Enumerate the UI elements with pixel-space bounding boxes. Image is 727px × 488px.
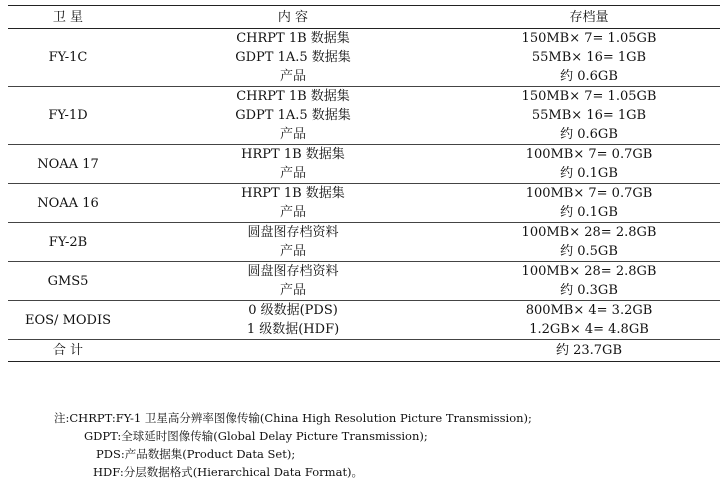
content-line: CHRPT 1B 数据集: [236, 31, 350, 46]
storage-line: 150MB× 7= 1.05GB: [521, 89, 657, 104]
storage-line: 约 0.1GB: [560, 166, 618, 181]
content-cell: [128, 29, 458, 87]
storage-line: 约 0.6GB: [560, 127, 618, 142]
note-chrpt: 注:CHRPT:FY-1 卫星高分辨率图像传输(China High Resolution Picture Transmission);: [54, 411, 532, 425]
content-cell: [128, 87, 458, 145]
storage-line: 55MB× 16= 1GB: [531, 50, 647, 65]
storage-line: 100MB× 7= 0.7GB: [525, 186, 653, 201]
satellite-cell: NOAA 17: [8, 145, 128, 184]
header-satellite: 卫 星: [8, 6, 128, 29]
storage-line: 约 0.5GB: [560, 244, 618, 259]
storage-line: 约 0.1GB: [560, 205, 618, 220]
storage-cell: [458, 29, 720, 87]
note-gdpt: GDPT:全球延时图像传输(Global Delay Picture Transmission);: [84, 429, 428, 443]
storage-cell: [458, 87, 720, 145]
total-value: 约 23.7GB: [458, 340, 720, 362]
content-line: 产品: [279, 244, 306, 259]
total-row: [8, 340, 720, 362]
satellite-cell: FY-1D: [8, 87, 128, 145]
storage-line: 800MB× 4= 3.2GB: [525, 303, 653, 318]
content-line: 圆盘图存档资料: [247, 264, 339, 279]
content-line: 产品: [279, 69, 306, 84]
table-notes: [54, 409, 719, 481]
satellite-cell: NOAA 16: [8, 184, 128, 223]
note-hdf: HDF:分层数据格式(Hierarchical Data Format)。: [93, 465, 364, 479]
storage-cell: [458, 223, 720, 262]
table-row: [8, 145, 720, 184]
content-cell: [128, 184, 458, 223]
table-body: [8, 29, 720, 340]
content-line: CHRPT 1B 数据集: [236, 89, 350, 104]
table-row: [8, 262, 720, 301]
content-line: 产品: [279, 283, 306, 298]
table-row: [8, 184, 720, 223]
content-cell: [128, 301, 458, 340]
header-content: 内 容: [128, 6, 458, 29]
storage-line: 约 0.6GB: [560, 69, 618, 84]
satellite-cell: EOS/ MODIS: [8, 301, 128, 340]
table-row: [8, 87, 720, 145]
table-row: [8, 301, 720, 340]
content-line: HRPT 1B 数据集: [241, 186, 345, 201]
storage-line: 150MB× 7= 1.05GB: [521, 31, 657, 46]
header-storage: 存档量: [458, 6, 720, 29]
content-line: GDPT 1A.5 数据集: [235, 108, 351, 123]
satellite-cell: GMS5: [8, 262, 128, 301]
total-label: 合 计: [8, 340, 128, 362]
content-line: GDPT 1A.5 数据集: [235, 50, 351, 65]
satellite-cell: FY-1C: [8, 29, 128, 87]
storage-line: 1.2GB× 4= 4.8GB: [529, 322, 649, 337]
content-line: 0 级数据(PDS): [248, 303, 338, 318]
storage-cell: [458, 145, 720, 184]
archive-volume-table: [8, 5, 720, 362]
table-row: [8, 223, 720, 262]
content-line: 产品: [279, 166, 306, 181]
table-header-row: [8, 6, 720, 29]
table-row: [8, 29, 720, 87]
content-cell: [128, 145, 458, 184]
storage-line: 100MB× 7= 0.7GB: [525, 147, 653, 162]
storage-line: 约 0.3GB: [560, 283, 618, 298]
content-cell: [128, 262, 458, 301]
storage-cell: [458, 262, 720, 301]
total-spacer: [128, 340, 458, 362]
content-line: 产品: [279, 205, 306, 220]
content-line: 产品: [279, 127, 306, 142]
content-line: 圆盘图存档资料: [247, 225, 339, 240]
content-line: 1 级数据(HDF): [246, 322, 340, 337]
storage-line: 100MB× 28= 2.8GB: [521, 225, 657, 240]
storage-cell: [458, 301, 720, 340]
content-cell: [128, 223, 458, 262]
storage-line: 100MB× 28= 2.8GB: [521, 264, 657, 279]
satellite-cell: FY-2B: [8, 223, 128, 262]
storage-cell: [458, 184, 720, 223]
note-pds: PDS:产品数据集(Product Data Set);: [96, 447, 296, 461]
storage-line: 55MB× 16= 1GB: [531, 108, 647, 123]
content-line: HRPT 1B 数据集: [241, 147, 345, 162]
